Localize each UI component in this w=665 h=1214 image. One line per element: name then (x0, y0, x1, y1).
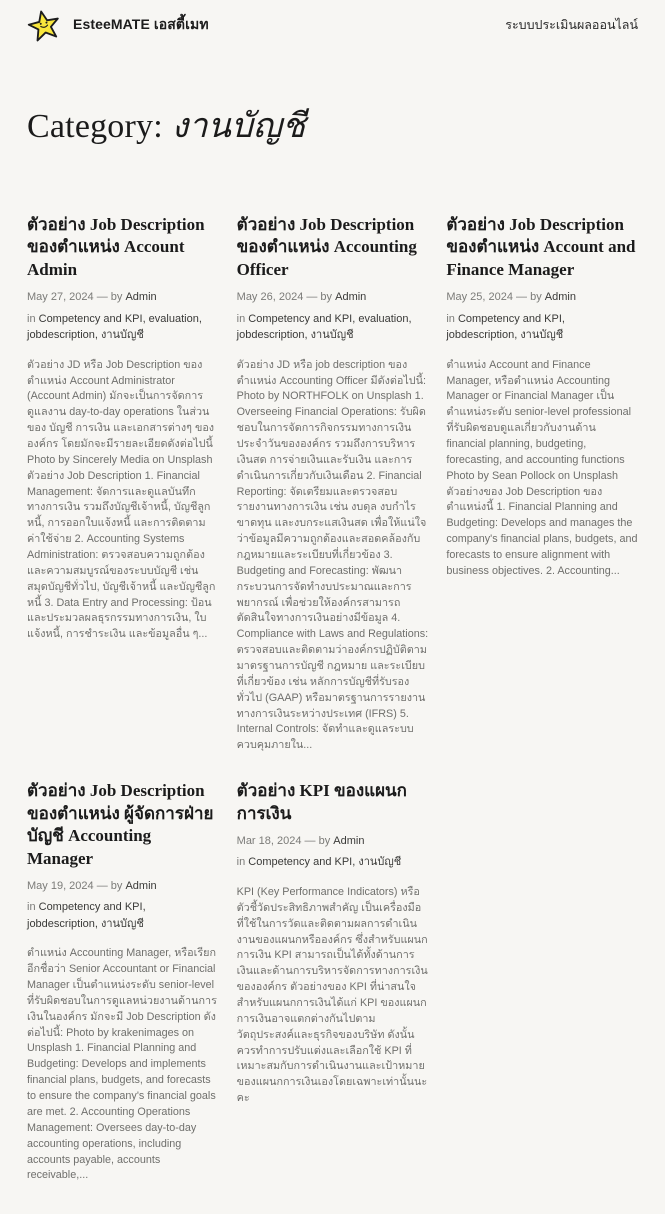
site-logo-link[interactable] (27, 8, 61, 42)
post-excerpt: KPI (Key Performance Indicators) หรือตัวชี้วัดประสิทธิภาพสำคัญ เป็นเครื่องมือที่ใช้ในการวัดและติดตามผลการดำเนินงานของแผนกหรือองค์กร ซึ่งสำหรับแผนกการเงิน KPI สามารถเป็นได้ทั้งด้านการเงินและด้านการบริหารจัดการทางการเงินขององค์กร ตัวอย่างของ KPI ที่น่าสนใจสำหรับแผนกการเงินได้แก่ KPI ของแผนกการเงินอาจแตกต่างกันไปตามวัตถุประสงค์และธุรกิจของบริษัท ดังนั้น ควรทำการปรับแต่งและเลือกใช้ KPI ที่เหมาะสมกับการดำเนินงานและเป้าหมายของแผนกการเงินเองโดยเฉพาะเท่านั้นนะคะ (236, 885, 428, 1105)
post-categories (27, 899, 219, 932)
post-title-link[interactable]: ตัวอย่าง Job Description ของตำแหน่ง Account Admin (27, 215, 205, 279)
post-excerpt: ตำแหน่ง Account and Finance Manager, หรือตำแหน่ง Accounting Manager or Financial Manager เป็นตำแหน่งระดับ senior-level professional ที่รับผิดชอบดูแลเกี่ยวกับงานด้าน financial planning, budgeting, forecasting, and accounting functions Photo by Sean Pollock on Unsplash ตัวอย่างของ Job Description ของตำแหน่งนี้ 1. Financial Planning and Budgeting: Develops and manages the company's financial plans, budgets, and forecasts to ensure alignment with business objectives. 2. Accounting... (446, 358, 638, 577)
post-author-link[interactable]: Admin (544, 291, 576, 304)
page-title (0, 98, 665, 152)
post-meta (237, 290, 429, 305)
post-title-link[interactable]: ตัวอย่าง Job Description ของตำแหน่ง Account and Finance Manager (446, 215, 636, 279)
in-label: in (236, 856, 246, 869)
post-card (237, 214, 429, 754)
byline-separator: — by (96, 879, 123, 892)
post-title-link[interactable]: ตัวอย่าง KPI ของแผนกการเงิน (236, 781, 407, 823)
post-author-link[interactable]: Admin (333, 835, 365, 848)
post-meta (237, 834, 429, 849)
byline-separator: — by (516, 291, 542, 304)
post-excerpt: ตัวอย่าง JD หรือ Job Description ของตำแหน่ง Account Administrator (Account Admin) มักจะเป็นการจัดการดูแลงาน day-to-day operations ในส่วนของ บัญชี การเงิน และเอกสารต่างๆ ขององค์กร โดยมักจะมีรายละเอียดดังต่อไปนี้ Photo by Sincerely Media on Unsplash ตัวอย่าง Job Description 1. Financial Management: จัดการและดูแลบันทึกทางการเงิน รวมถึงบัญชีเจ้าหนี้, บัญชีลูกหนี้, การออกใบแจ้งหนี้ และการติดตามค่าใช้จ่าย 2. Accounting Systems Administration: ตรวจสอบความถูกต้องและความสมบูรณ์ของระบบบัญชี เช่น สมุดบัญชีทั่วไป, บัญชีเจ้าหนี้ และบัญชีลูกหนี้ 3. Data Entry and Processing: ป้อนและประมวลผลธุรกรรมทางการเงิน, ใบแจ้งหนี้, การชำระเงิน และข้อมูลอื่น ๆ... (27, 358, 216, 641)
post-categories (446, 311, 638, 344)
post-author-link[interactable]: Admin (125, 291, 157, 304)
post-category-links[interactable]: Competency and KPI, jobdescription, งานบัญชี (446, 312, 565, 342)
byline-separator: — by (96, 291, 123, 304)
post-date: May 25, 2024 (446, 291, 513, 304)
byline-separator: — by (306, 291, 333, 304)
post-date: May 26, 2024 (236, 291, 304, 304)
category-name: งานบัญชี (171, 108, 306, 145)
site-title-link[interactable]: EsteeMATE เอสตี้เมท (73, 16, 209, 32)
posts-grid (0, 214, 665, 1214)
post-date: May 19, 2024 (27, 879, 94, 892)
post-card (446, 214, 638, 580)
post-card (237, 780, 429, 1107)
post-title-link[interactable]: ตัวอย่าง Job Description ของตำแหน่ง ผู้จัดการฝ่ายบัญชี Accounting Manager (27, 781, 214, 868)
in-label: in (236, 312, 246, 325)
post-meta (27, 879, 219, 894)
nav-link-evaluation-system[interactable]: ระบบประเมินผลออนไลน์ (505, 18, 638, 32)
post-date: Mar 18, 2024 (236, 835, 302, 848)
post-card (27, 780, 219, 1184)
site-header (0, 0, 665, 48)
post-categories (237, 311, 429, 344)
post-author-link[interactable]: Admin (335, 291, 367, 304)
post-author-link[interactable]: Admin (125, 879, 157, 892)
post-categories (27, 311, 219, 344)
post-category-links[interactable]: Competency and KPI, evaluation, jobdescription, งานบัญชี (236, 312, 412, 342)
category-label: Category: (27, 108, 163, 145)
post-categories (237, 854, 429, 871)
smiley-star-icon (27, 8, 61, 42)
post-date: May 27, 2024 (27, 291, 94, 304)
post-excerpt: ตำแหน่ง Accounting Manager, หรือเรียกอีกชื่อว่า Senior Accountant or Financial Manager เป็นตำแหน่งระดับ senior-level ที่รับผิดชอบในการดูแลหน่วยงานด้านการเงินในองค์กร มักจะมี Job Description ดังต่อไปนี้: Photo by krakenimages on Unsplash 1. Financial Planning and Budgeting: Develops and implements financial plans, budgets, and forecasts to ensure the company's financial goals are met. 2. Accounting Operations Management: Oversees day-to-day accounting operations, including accounts payable, accounts receivable,... (27, 947, 217, 1182)
in-label: in (27, 901, 36, 914)
post-category-links[interactable]: Competency and KPI, jobdescription, งานบัญชี (27, 901, 146, 930)
in-label: in (27, 312, 36, 325)
post-title-link[interactable]: ตัวอย่าง Job Description ของตำแหน่ง Accounting Officer (236, 215, 417, 279)
post-excerpt: ตัวอย่าง JD หรือ job description ของตำแหน่ง Accounting Officer มีดังต่อไปนี้: Photo by NORTHFOLK on Unsplash 1. Overseeing Financial Operations: รับผิดชอบในการจัดการกิจกรรมทางการเงินประจำวันขององค์กร รวมถึงการบริหารเงินสด การจ่ายเงินและรับเงิน และการดำเนินการเกี่ยวกับเงินเดือน 2. Financial Reporting: จัดเตรียมและตรวจสอบรายงานทางการเงิน เช่น งบดุล งบกำไรขาดทุน และงบกระแสเงินสด เพื่อให้แน่ใจว่าข้อมูลมีความถูกต้องและสอดคล้องกับกฎหมายและระเบียบที่เกี่ยวข้อง 3. Budgeting and Forecasting: พัฒนากระบวนการจัดทำงบประมาณและการพยากรณ์ เพื่อช่วยให้องค์กรสามารถตัดสินใจทางการเงินอย่างมีข้อมูล 4. Compliance with Laws and Regulations: ตรวจสอบและติดตามว่าองค์กรปฏิบัติตามมาตรฐานการบัญชี กฎหมาย และระเบียบที่เกี่ยวข้อง เช่น หลักการบัญชีที่รับรองทั่วไป (GAAP) หรือมาตรฐานการรายงานทางการเงินระหว่างประเทศ (IFRS) 5. Internal Controls: จัดทำและดูแลระบบควบคุมภายใน... (236, 358, 429, 752)
post-category-links[interactable]: Competency and KPI, evaluation, jobdescription, งานบัญชี (27, 312, 202, 342)
post-category-links[interactable]: Competency and KPI, งานบัญชี (248, 856, 402, 869)
post-meta (27, 290, 219, 305)
in-label: in (446, 312, 455, 325)
byline-separator: — by (304, 835, 331, 848)
post-card (27, 214, 219, 643)
post-meta (446, 290, 638, 305)
